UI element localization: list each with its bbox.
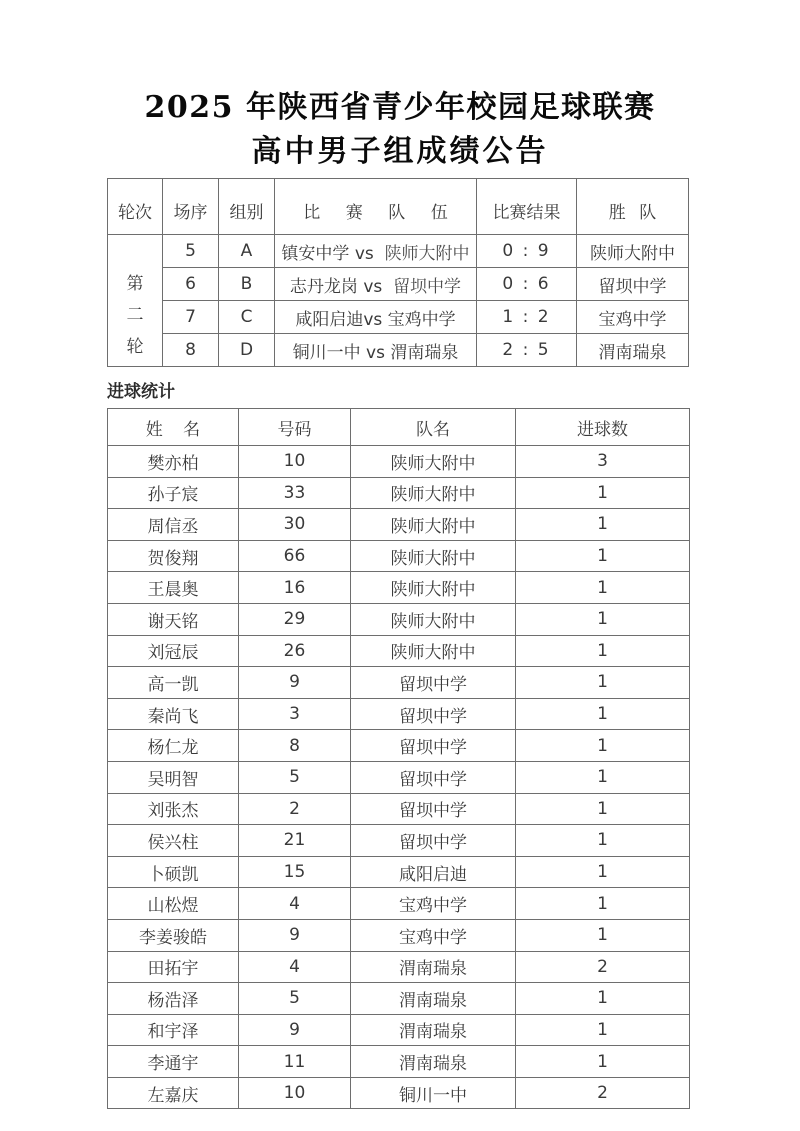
results-table (107, 178, 689, 367)
player-goals: 1 (516, 888, 690, 920)
player-number: 11 (239, 1046, 351, 1078)
match-teams (275, 235, 477, 268)
page-title-line2: 高中男子组成绩公告 (251, 134, 549, 169)
player-goals: 1 (516, 761, 690, 793)
match-no: 6 (163, 268, 219, 301)
player-number: 16 (239, 572, 351, 604)
results-row (108, 334, 689, 367)
player-number: 9 (239, 1014, 351, 1046)
player-number: 33 (239, 477, 351, 509)
player-name: 李通宇 (108, 1046, 239, 1078)
away-team: 渭南瑞泉 (390, 342, 459, 363)
player-goals: 1 (516, 509, 690, 541)
player-goals: 2 (516, 951, 690, 983)
player-goals: 1 (516, 856, 690, 888)
player-team: 铜川一中 (351, 1077, 516, 1109)
page-title (0, 86, 800, 174)
home-team: 铜川一中 (292, 342, 361, 363)
player-goals: 1 (516, 983, 690, 1015)
goals-row (108, 1014, 690, 1046)
player-name: 侯兴柱 (108, 825, 239, 857)
col-header-number: 号码 (239, 409, 351, 446)
match-score: 0 : 9 (477, 235, 577, 268)
player-goals: 1 (516, 667, 690, 699)
player-name: 卜硕凯 (108, 856, 239, 888)
player-number: 3 (239, 698, 351, 730)
player-number: 29 (239, 603, 351, 635)
results-row (108, 301, 689, 334)
player-number: 30 (239, 509, 351, 541)
player-name: 杨仁龙 (108, 730, 239, 762)
goals-table (107, 408, 690, 1109)
col-header-team: 队名 (351, 409, 516, 446)
group-label: A (219, 235, 275, 268)
player-goals: 1 (516, 793, 690, 825)
match-no: 5 (163, 235, 219, 268)
player-name: 秦尚飞 (108, 698, 239, 730)
results-row (108, 268, 689, 301)
player-name: 李姜骏皓 (108, 919, 239, 951)
player-name: 和宇泽 (108, 1014, 239, 1046)
winner-team: 留坝中学 (577, 268, 689, 301)
player-goals: 1 (516, 572, 690, 604)
winner-team: 陕师大附中 (577, 235, 689, 268)
player-number: 2 (239, 793, 351, 825)
vs-label: vs (349, 243, 385, 264)
home-team: 镇安中学 (281, 243, 350, 264)
player-team: 留坝中学 (351, 825, 516, 857)
player-name: 吴明智 (108, 761, 239, 793)
player-goals: 1 (516, 477, 690, 509)
match-no: 7 (163, 301, 219, 334)
away-team: 宝鸡中学 (387, 309, 456, 330)
goals-row (108, 572, 690, 604)
player-team: 陕师大附中 (351, 572, 516, 604)
player-goals: 1 (516, 603, 690, 635)
match-teams (275, 334, 477, 367)
goals-row (108, 761, 690, 793)
player-number: 4 (239, 951, 351, 983)
player-goals: 2 (516, 1077, 690, 1109)
player-name: 王晨奥 (108, 572, 239, 604)
home-team: 志丹龙岗 (289, 276, 358, 297)
goals-row (108, 509, 690, 541)
group-label: D (219, 334, 275, 367)
player-goals: 1 (516, 919, 690, 951)
player-team: 陕师大附中 (351, 446, 516, 478)
player-number: 8 (239, 730, 351, 762)
player-team: 陕师大附中 (351, 540, 516, 572)
goals-row (108, 667, 690, 699)
player-name: 周信丞 (108, 509, 239, 541)
goals-row (108, 919, 690, 951)
player-team: 宝鸡中学 (351, 919, 516, 951)
player-team: 留坝中学 (351, 667, 516, 699)
goals-row (108, 477, 690, 509)
player-number: 5 (239, 983, 351, 1015)
player-name: 刘冠辰 (108, 635, 239, 667)
player-team: 宝鸡中学 (351, 888, 516, 920)
goals-section-heading: 进球统计 (107, 382, 175, 402)
goals-row (108, 888, 690, 920)
group-label: B (219, 268, 275, 301)
vs-label: vs (357, 276, 394, 297)
player-team: 渭南瑞泉 (351, 1014, 516, 1046)
col-header-result: 比赛结果 (477, 179, 577, 235)
goals-header-row (108, 409, 690, 446)
results-header-row (108, 179, 689, 235)
player-name: 田拓宇 (108, 951, 239, 983)
col-header-match-no: 场序 (163, 179, 219, 235)
player-name: 樊亦柏 (108, 446, 239, 478)
goals-row (108, 856, 690, 888)
goals-row (108, 1077, 690, 1109)
match-teams (275, 301, 477, 334)
player-number: 9 (239, 919, 351, 951)
col-header-name: 姓名 (108, 409, 239, 446)
player-goals: 1 (516, 730, 690, 762)
player-goals: 1 (516, 698, 690, 730)
player-number: 10 (239, 1077, 351, 1109)
player-name: 谢天铭 (108, 603, 239, 635)
match-score: 0 : 6 (477, 268, 577, 301)
player-name: 孙子宸 (108, 477, 239, 509)
player-name: 高一凯 (108, 667, 239, 699)
player-number: 4 (239, 888, 351, 920)
round-char: 第 (126, 273, 144, 294)
col-header-goals: 进球数 (516, 409, 690, 446)
page-title-line1: 2025 年陕西省青少年校园足球联赛 (144, 90, 656, 125)
goals-row (108, 446, 690, 478)
goals-row (108, 793, 690, 825)
player-number: 66 (239, 540, 351, 572)
round-char: 二 (126, 305, 144, 325)
round-label-cell (108, 235, 163, 367)
col-header-round: 轮次 (108, 179, 163, 235)
player-number: 5 (239, 761, 351, 793)
player-team: 留坝中学 (351, 698, 516, 730)
goals-row (108, 951, 690, 983)
player-team: 陕师大附中 (351, 603, 516, 635)
match-score: 2 : 5 (477, 334, 577, 367)
player-goals: 1 (516, 825, 690, 857)
match-score: 1 : 2 (477, 301, 577, 334)
player-number: 10 (239, 446, 351, 478)
player-name: 山松煜 (108, 888, 239, 920)
player-team: 陕师大附中 (351, 477, 516, 509)
results-row (108, 235, 689, 268)
home-team: 咸阳启迪 (295, 309, 364, 330)
away-team: 陕师大附中 (384, 243, 470, 264)
goals-row (108, 730, 690, 762)
group-label: C (219, 301, 275, 334)
vs-label: vs (360, 342, 391, 363)
player-goals: 1 (516, 1014, 690, 1046)
col-header-winner: 胜队 (577, 179, 689, 235)
player-name: 贺俊翔 (108, 540, 239, 572)
player-team: 陕师大附中 (351, 509, 516, 541)
goals-row (108, 983, 690, 1015)
vs-label: vs (363, 309, 388, 330)
goals-row (108, 1046, 690, 1078)
away-team: 留坝中学 (393, 276, 462, 297)
player-team: 留坝中学 (351, 761, 516, 793)
player-number: 9 (239, 667, 351, 699)
player-team: 渭南瑞泉 (351, 951, 516, 983)
player-team: 陕师大附中 (351, 635, 516, 667)
round-label (108, 245, 162, 357)
round-char: 轮 (126, 336, 144, 357)
goals-row (108, 635, 690, 667)
col-header-group: 组别 (219, 179, 275, 235)
player-team: 咸阳启迪 (351, 856, 516, 888)
player-team: 渭南瑞泉 (351, 1046, 516, 1078)
player-goals: 1 (516, 540, 690, 572)
player-team: 留坝中学 (351, 730, 516, 762)
player-goals: 3 (516, 446, 690, 478)
match-teams (275, 268, 477, 301)
winner-team: 宝鸡中学 (577, 301, 689, 334)
match-no: 8 (163, 334, 219, 367)
winner-team: 渭南瑞泉 (577, 334, 689, 367)
player-goals: 1 (516, 635, 690, 667)
player-name: 左嘉庆 (108, 1077, 239, 1109)
player-name: 杨浩泽 (108, 983, 239, 1015)
goals-row (108, 603, 690, 635)
player-team: 留坝中学 (351, 793, 516, 825)
goals-row (108, 540, 690, 572)
player-number: 21 (239, 825, 351, 857)
player-team: 渭南瑞泉 (351, 983, 516, 1015)
player-name: 刘张杰 (108, 793, 239, 825)
player-goals: 1 (516, 1046, 690, 1078)
col-header-teams: 比赛队伍 (275, 179, 477, 235)
player-number: 15 (239, 856, 351, 888)
goals-row (108, 825, 690, 857)
player-number: 26 (239, 635, 351, 667)
goals-row (108, 698, 690, 730)
